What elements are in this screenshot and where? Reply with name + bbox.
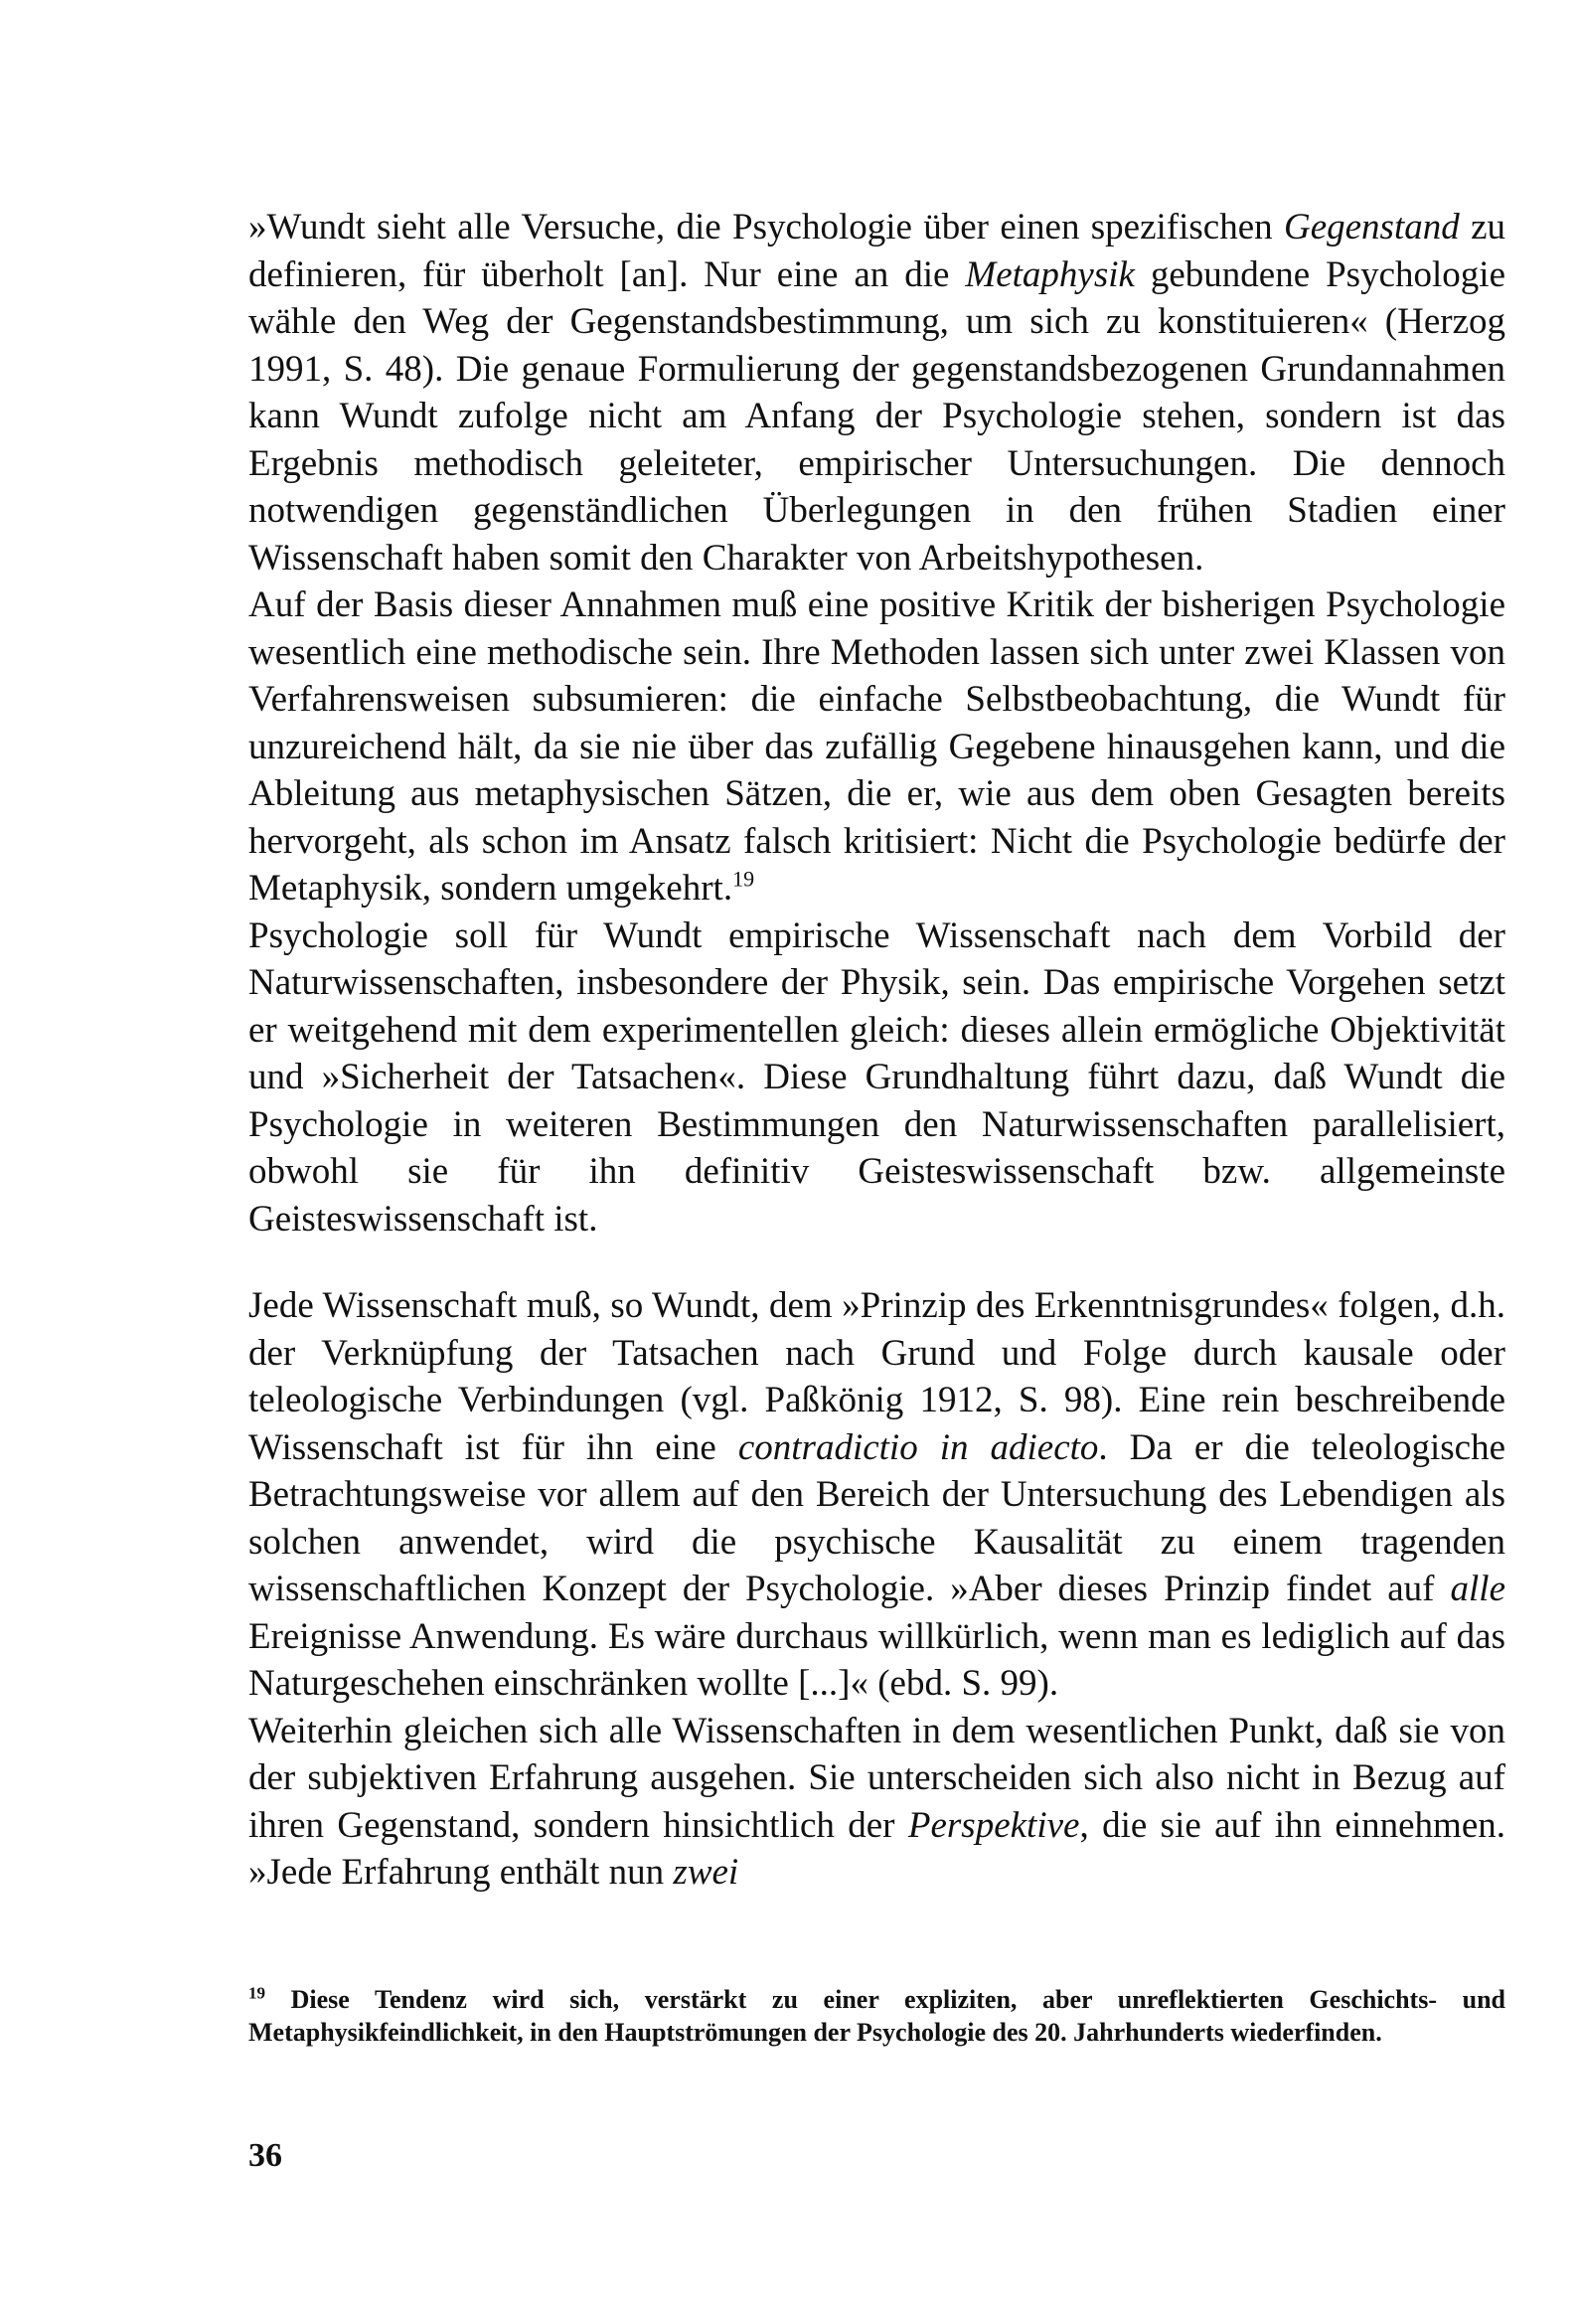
- text-segment: Psychologie soll für Wundt empirische Wissenschaft nach dem Vorbild der Naturwissenschaften, insbesondere der Physik, sein. Das empirische Vorgehen setzt er weitgehend mit dem experimentellen gleich: dieses allein ermögliche Objektivität und »Sicherheit der Tatsachen«. Diese Grundhaltung führt dazu, daß Wundt die Psychologie in weiteren Bestimmungen den Naturwissenschaften parallelisiert, obwohl sie für ihn definitiv Geisteswissenschaft bzw. allgemeinste Geisteswissenschaft ist.: [248, 914, 1505, 1240]
- text-segment: zu definieren, für überholt [an]. Nur eine an die: [248, 207, 1505, 295]
- italic-text: Gegenstand: [1283, 207, 1460, 248]
- text-segment: Ereignisse Anwendung. Es wäre durchaus willkürlich, wenn man es lediglich auf das Naturgeschehen einschränken wollte [...]« (ebd. S. 99).: [248, 1615, 1505, 1704]
- footnote-reference: 19: [732, 866, 755, 892]
- text-block-upper: [248, 204, 1505, 1243]
- footnote: [248, 1983, 1505, 2049]
- footnote-marker: 19: [248, 1983, 265, 2003]
- paragraph: [248, 1282, 1505, 1708]
- text-segment: gebundene Psychologie wähle den Weg der Gegenstandsbestimmung, um sich zu konstituieren« (Herzog 1991, S. 48). Die genaue Formulierung der gegenstandsbezogenen Grundannahmen kann Wundt zufolge nicht am Anfang der Psychologie stehen, sondern ist das Ergebnis methodisch geleiteter, empirischer Untersuchungen. Die dennoch notwendigen gegenständlichen Überlegungen in den frühen Stadien einer Wissenschaft haben somit den Charakter von Arbeitshypothesen.: [248, 253, 1505, 579]
- italic-text: zwei: [673, 1852, 739, 1893]
- italic-text: Metaphysik: [965, 253, 1135, 295]
- text-segment: Jede Wissenschaft muß, so Wundt, dem »Prinzip des Erkenntnisgrundes« folgen, d.h. der Verknüpfung der Tatsachen nach Grund und Folge durch kausale oder teleologische Verbindungen (vgl. Paßkönig 1912, S. 98). Eine rein beschreibende Wissenschaft ist für ihn eine: [248, 1285, 1505, 1468]
- text-block-lower: [248, 1282, 1505, 1897]
- paragraph: [248, 204, 1505, 581]
- italic-text: alle: [1450, 1569, 1505, 1609]
- paragraph: [248, 913, 1505, 1244]
- page-number: 36: [248, 2137, 282, 2174]
- italic-text: Perspektive: [907, 1804, 1080, 1846]
- paragraph: [248, 581, 1505, 913]
- text-segment: Weiterhin gleichen sich alle Wissenschaften in dem wesentlichen Punkt, daß sie von der subjektiven Erfahrung ausgehen. Sie unterscheiden sich also nicht in Bezug auf ihren Gegenstand, sondern hinsichtlich der: [248, 1710, 1505, 1846]
- paragraph: [248, 1708, 1505, 1897]
- footnote-text: Diese Tendenz wird sich, verstärkt zu einer expliziten, aber unreflektierten Geschichts- und Metaphysikfeindlichkeit, in den Hauptströmungen der Psychologie des 20. Jahrhunderts wiederfinden.: [248, 1985, 1505, 2047]
- text-segment: »Wundt sieht alle Versuche, die Psychologie über einen spezifischen: [248, 207, 1284, 248]
- text-segment: . Da er die teleologische Betrachtungsweise vor allem auf den Bereich der Untersuchung des Lebendigen als solchen anwendet, wird die psychische Kausalität zu einem tragenden wissenschaftlichen Konzept der Psychologie. »Aber dieses Prinzip findet auf: [248, 1426, 1506, 1609]
- text-segment: , die sie auf ihn einnehmen. »Jede Erfahrung enthält nun: [248, 1804, 1506, 1893]
- italic-text: contradictio in adiecto: [737, 1426, 1099, 1468]
- text-segment: Auf der Basis dieser Annahmen muß eine positive Kritik der bisherigen Psychologie wesentlich eine methodische sein. Ihre Methoden lassen sich unter zwei Klassen von Verfahrensweisen subsumieren: die einfache Selbstbeobachtung, die Wundt für unzureichend hält, da sie nie über das zufällig Gegebene hinausgehen kann, und die Ableitung aus metaphysischen Sätzen, die er, wie aus dem oben Gesagten bereits hervorgeht, als schon im Ansatz falsch kritisiert: Nicht die Psychologie bedürfe der Metaphysik, sondern umgekehrt.: [248, 584, 1505, 909]
